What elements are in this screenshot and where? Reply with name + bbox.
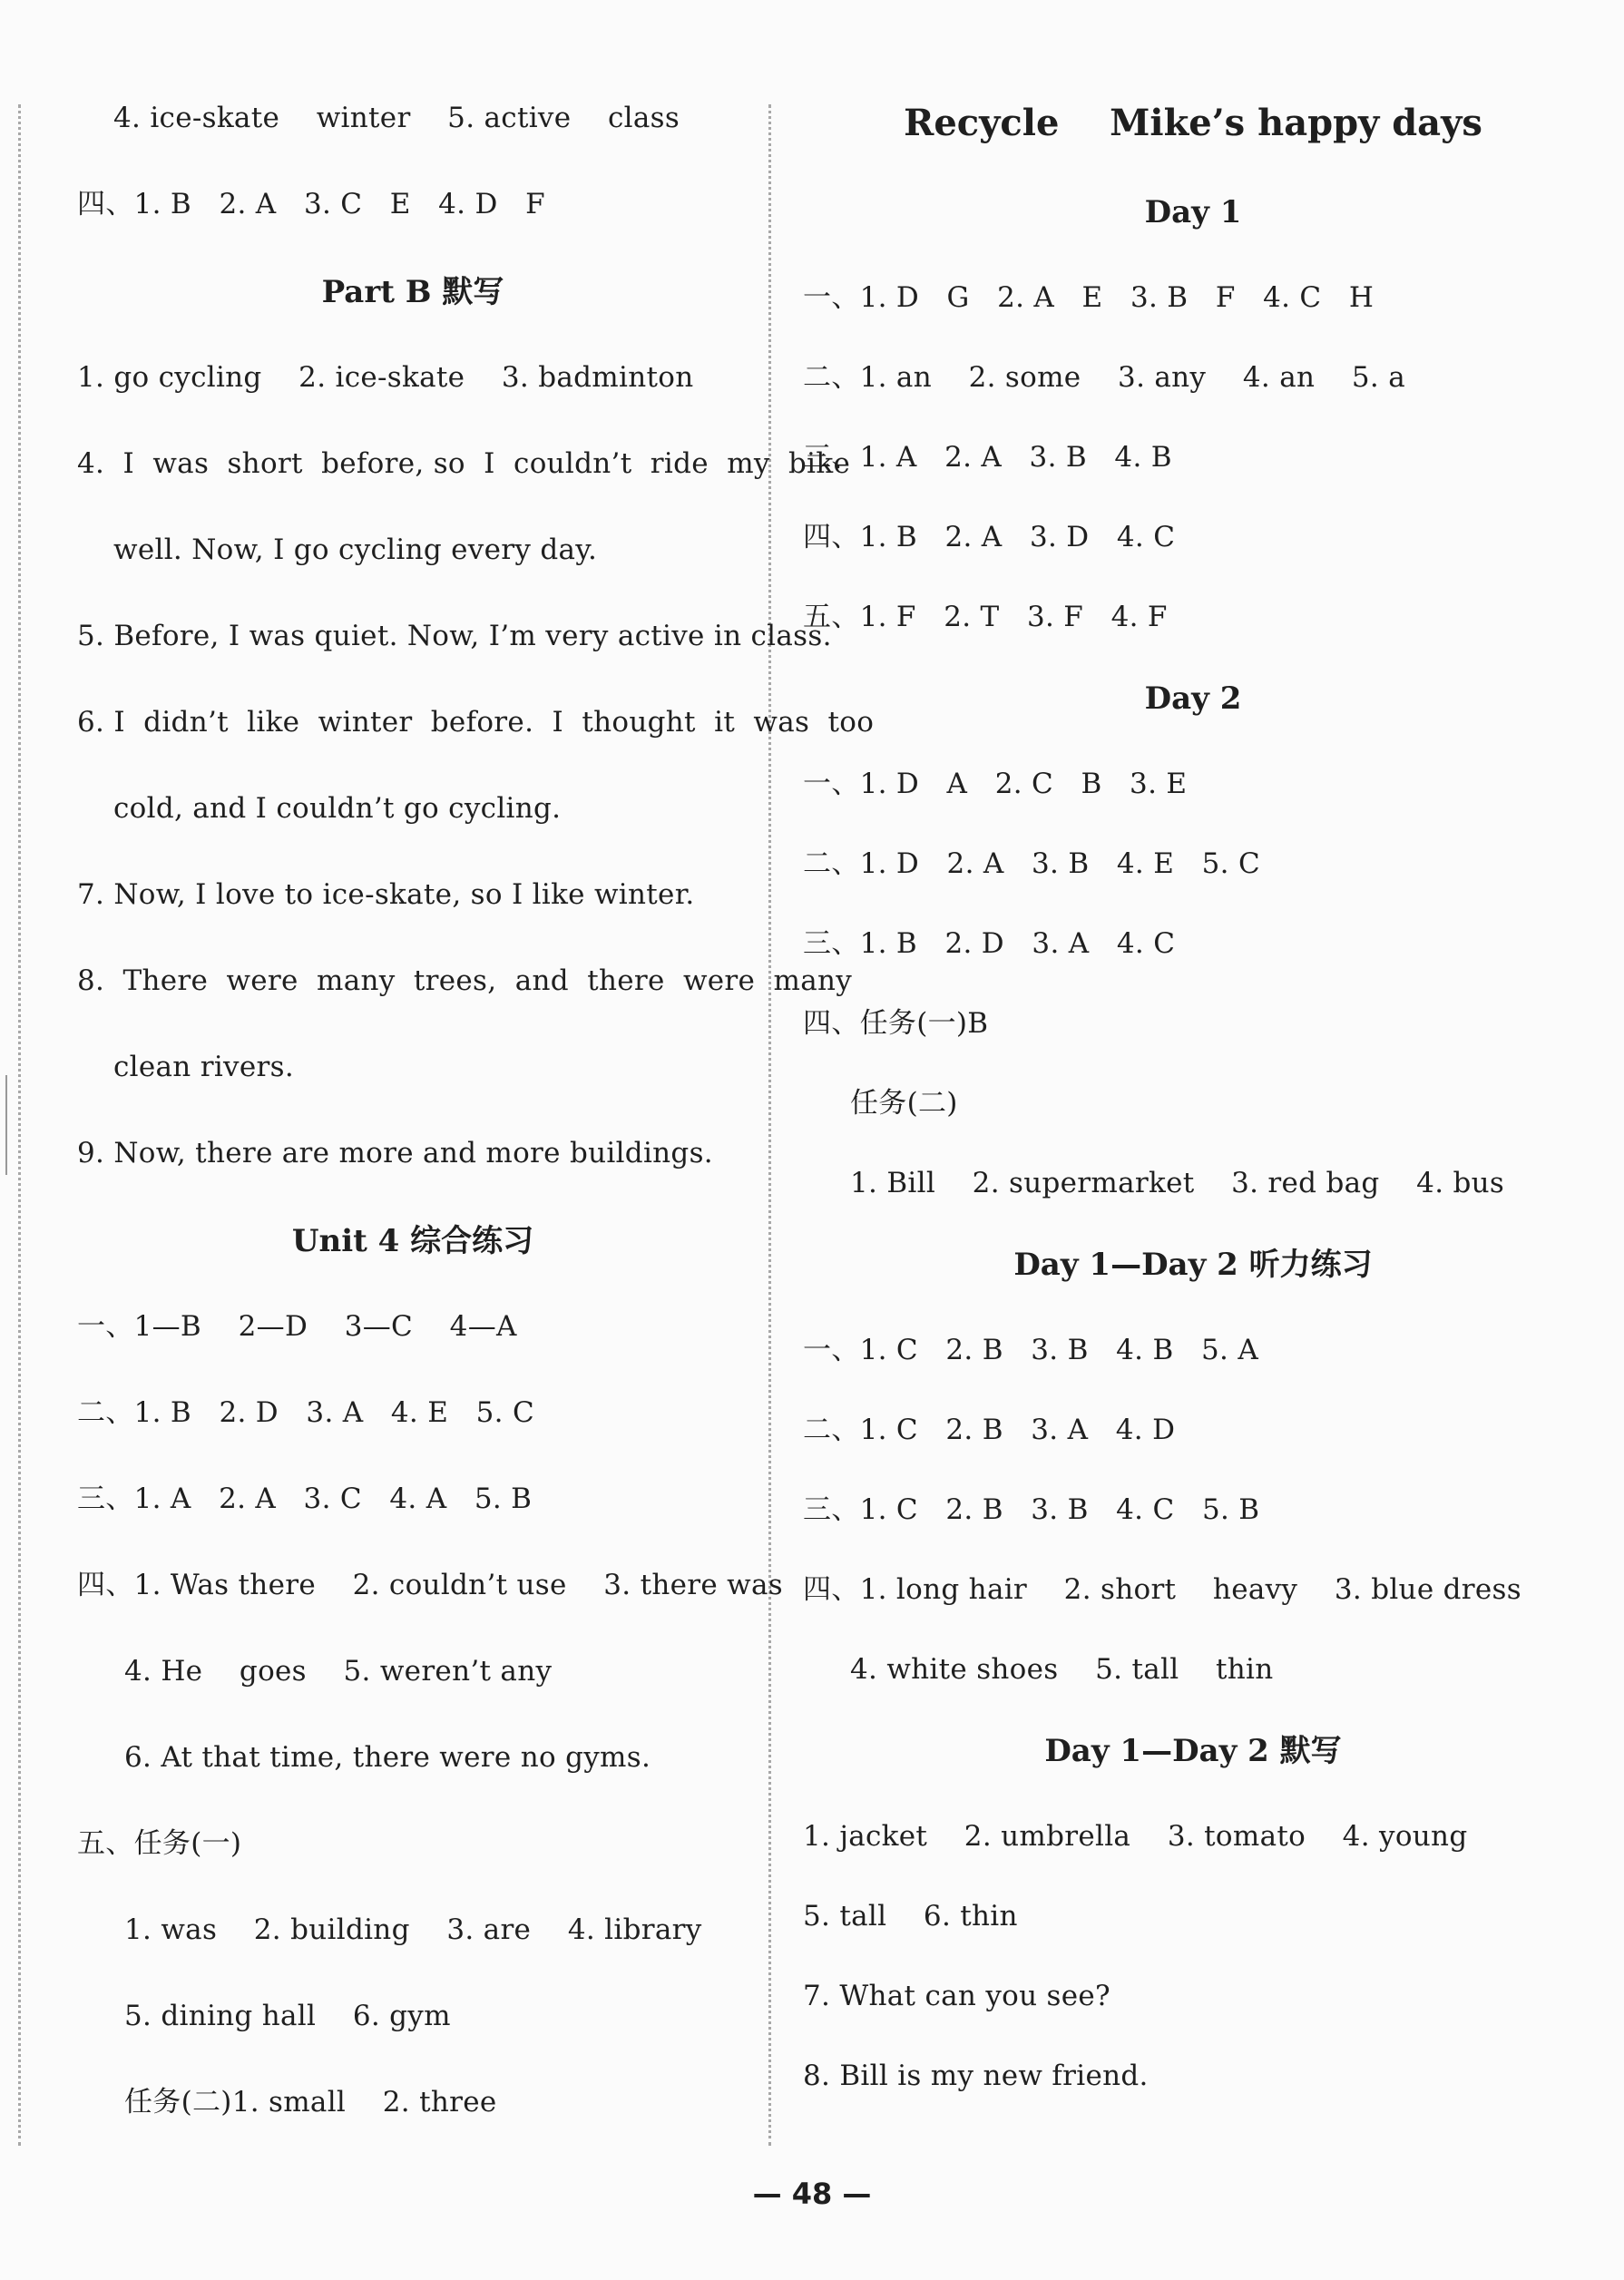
margin-mark (5, 1075, 13, 1175)
answer-line: 四、任务(一)B (803, 1007, 989, 1040)
answer-line: 5. Before, I was quiet. Now, I’m very active in class. (77, 620, 832, 652)
answer-line: 6. I didn’t like winter before. I thought it was too (77, 706, 875, 739)
section-heading-dictation: Day 1—Day 2 默写 (1044, 1733, 1342, 1769)
answer-line: 4. He goes 5. weren’t any (124, 1655, 553, 1688)
answer-line: 1. Bill 2. supermarket 3. red bag 4. bus (850, 1167, 1505, 1199)
answer-line: 1. was 2. building 3. are 4. library (124, 1913, 702, 1946)
answer-line: 任务(二)1. small 2. three (124, 2086, 497, 2119)
answer-line: 6. At that time, there were no gyms. (124, 1741, 651, 1774)
section-heading-day2: Day 2 (1144, 680, 1242, 717)
answer-line: 五、任务(一) (77, 1827, 242, 1860)
page-title: Recycle Mike’s happy days (904, 102, 1482, 144)
answer-line: 4. white shoes 5. tall thin (850, 1653, 1274, 1686)
answer-line: 二、1. B 2. D 3. A 4. E 5. C (77, 1396, 534, 1429)
answer-line: 8. There were many trees, and there were many (77, 964, 853, 997)
answer-line: 1. go cycling 2. ice-skate 3. badminton (77, 361, 694, 394)
answer-line: 二、1. C 2. B 3. A 4. D (803, 1414, 1176, 1446)
answer-line: 三、1. C 2. B 3. B 4. C 5. B (803, 1493, 1260, 1526)
section-heading-day1: Day 1 (1144, 194, 1242, 230)
answer-line: 5. tall 6. thin (803, 1900, 1018, 1933)
answer-line: 7. Now, I love to ice-skate, so I like winter. (77, 878, 695, 911)
section-heading-unit4: Unit 4 综合练习 (291, 1223, 534, 1259)
answer-line: 1. jacket 2. umbrella 3. tomato 4. young (803, 1820, 1468, 1853)
answer-line: 四、1. Was there 2. couldn’t use 3. there was (77, 1569, 783, 1601)
answer-line: 四、1. B 2. A 3. D 4. C (803, 521, 1176, 553)
answer-line: cold, and I couldn’t go cycling. (113, 792, 562, 825)
left-margin-dotted-line (18, 104, 21, 2146)
answer-line: 8. Bill is my new friend. (803, 2060, 1149, 2092)
answer-line: 9. Now, there are more and more buildings. (77, 1137, 713, 1169)
answer-line: 一、1. D A 2. C B 3. E (803, 768, 1188, 800)
answer-line: 三、1. A 2. A 3. C 4. A 5. B (77, 1482, 533, 1515)
answer-line: 一、1—B 2—D 3—C 4—A (77, 1310, 517, 1343)
answer-line: clean rivers. (113, 1051, 294, 1083)
column-divider (768, 104, 771, 2146)
answer-line: 三、1. B 2. D 3. A 4. C (803, 927, 1176, 960)
answer-line: 四、1. long hair 2. short heavy 3. blue dress (803, 1573, 1521, 1606)
answer-line: 二、1. an 2. some 3. any 4. an 5. a (803, 361, 1405, 394)
answer-line: 二、1. D 2. A 3. B 4. E 5. C (803, 847, 1260, 880)
answer-line: 四、1. B 2. A 3. C E 4. D F (77, 188, 545, 220)
right-column (803, 100, 1583, 2138)
answer-line: 五、1. F 2. T 3. F 4. F (803, 601, 1168, 633)
answer-line: 一、1. C 2. B 3. B 4. B 5. A (803, 1334, 1259, 1366)
answer-line: well. Now, I go cycling every day. (113, 533, 598, 566)
page-number: — 48 — (752, 2177, 872, 2211)
answer-line: 三、1. A 2. A 3. B 4. B (803, 441, 1172, 474)
section-heading-part-b: Part B 默写 (321, 274, 504, 310)
answer-line: 一、1. D G 2. A E 3. B F 4. C H (803, 281, 1375, 314)
answer-line: 7. What can you see? (803, 1980, 1110, 2012)
left-column (77, 100, 875, 2170)
answer-line: 任务(二) (850, 1087, 958, 1120)
section-heading-listening: Day 1—Day 2 听力练习 (1013, 1247, 1373, 1283)
answer-line: 4. I was short before, so I couldn’t ride my bike (77, 447, 851, 480)
answer-line: 4. ice-skate winter 5. active class (113, 102, 680, 134)
answer-line: 5. dining hall 6. gym (124, 2000, 451, 2032)
